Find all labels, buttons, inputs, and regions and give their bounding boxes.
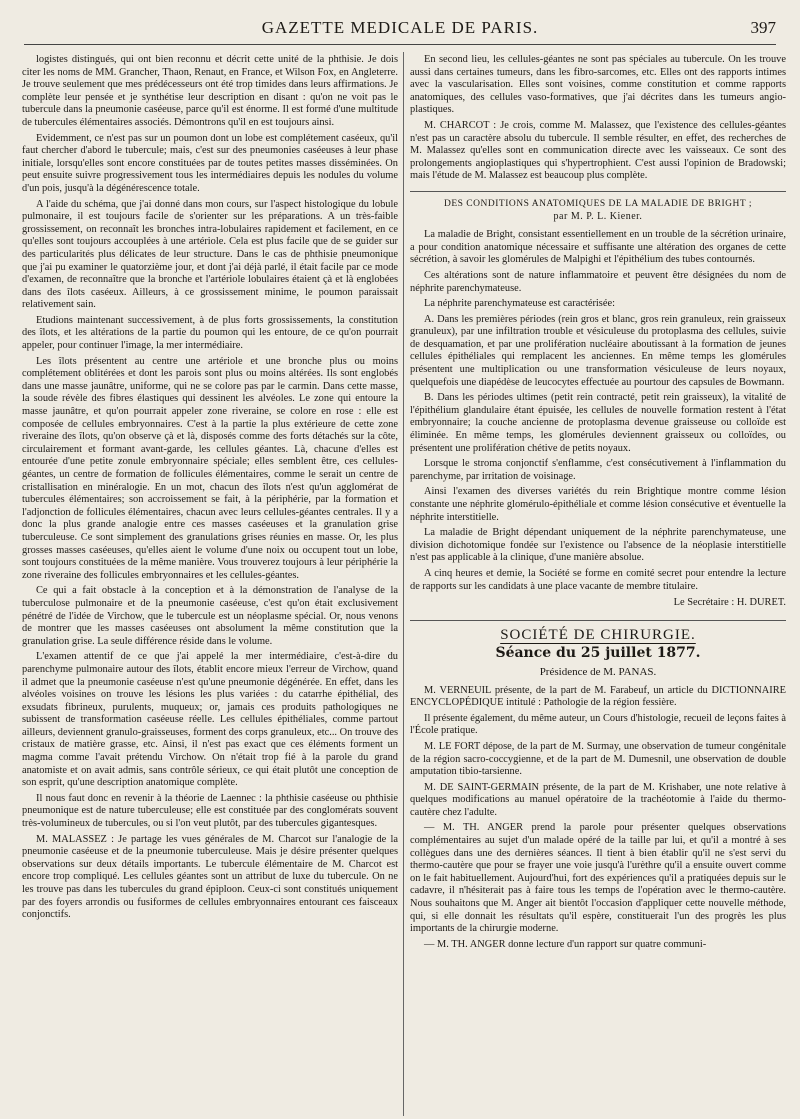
- paragraph: La néphrite parenchymateuse est caractérisée:: [424, 298, 615, 310]
- paragraph: — M. TH. ANGER prend la parole pour présenter quelques observations complémentaires au sujet d'un malade opéré de la taille par lui, et qu'il a montré à ses collègues dans une des dernières séances. Il tient à bien établir qu'il ne s'est servi du thermo-cautère que pour se frayer une voie jusqu'à l'urèthre qu'il a ensuite ouvert comme on le fait habituellement. Aujourd'hui, fort des expériences qu'il a pratiquées depuis sur le cadavre, il n'hésiterait pas à faire tous les temps de l'opération avec le thermo-cautère. Nous souhaitons que M. Anger ait bientôt l'occasion d'appliquer cette nouvelle méthode, qui, si elle donnait les résultats qu'il espère, constituerait l'un des progrès les plus importants de la chirurgie moderne.: [410, 822, 786, 935]
- paragraph: M. DE SAINT-GERMAIN présente, de la part de M. Krishaber, une note relative à quelques modifications au manuel opératoire de la trachéotomie à l'aide du thermo-cautère chez l'adulte.: [410, 781, 786, 818]
- left-column: [22, 54, 398, 1116]
- paragraph: B. Dans les périodes ultimes (petit rein contracté, petit rein graisseux), la vitalité de l'épithélium glandulaire étant épuisée, les cellules de nouvelle formation restent à l'état embryonnaire; la couche ancienne de protoplasma devenue graisseuse ou colloïde est éliminée. En même temps, les glomérules deviennent graisseux ou colloïdes, ou présentent une prolifération chétive de petits noyaux.: [410, 392, 786, 454]
- paragraph: M. LE FORT dépose, de la part de M. Surmay, une observation de tumeur congénitale de la région sacro-coccygienne, et de la part de M. Dumesnil, une observation de double amputation tibio-tarsienne.: [410, 740, 786, 778]
- article-heading: [410, 191, 786, 223]
- paragraph: M. VERNEUIL présente, de la part de M. Farabeuf, un article du DICTIONNAIRE ENCYCLOPÉDIQUE intitulé : Pathologie de la région fessière.: [410, 684, 786, 709]
- paragraph: Ces altérations sont de nature inflammatoire et peuvent être désignées du nom de néphrite parenchymateuse.: [410, 269, 786, 294]
- paragraph: L'examen attentif de ce que j'ai appelé la mer intermédiaire, c'est-à-dire du parenchyme pulmonaire autour des îlots, établit encore mieux l'erreur de Virchow, quand il admet que la pneumonie caséeuse n'est qu'une pneumonie dégénérée. En effet, dans les alvéoles voisines on trouve les lésions les plus variées : du catarrhe épithélial, des exsudats fibrineux, purulents, muqueux; or, jamais ces produits pathologiques ne subissent de transformation caséeuse réelle. Les cellules épithéliales, comme partout ailleurs, deviennent granulo-graisseuses, forment des corps granuleux, etc... On trouve des cristaux de matière grasse, etc. Ainsi, il n'est pas exact que ces éléments forment un magma comme l'avait prétendu Virchow. On n'était trop fié à la parole du grand anatomiste et on avait admis, sans contrôle sérieux, ce qui était plutôt une conception de son esprit, qu'une description anatomique complète.: [22, 651, 398, 789]
- section-rule: [410, 620, 786, 621]
- paragraph: — M. TH. ANGER donne lecture d'un rapport sur quatre communi-: [424, 938, 707, 950]
- session-president: Présidence de M. PANAS.: [539, 665, 657, 678]
- paragraph: La maladie de Bright, consistant essentiellement en un trouble de la sécrétion urinaire, a pour condition anatomique nécessaire et suffisante une altération des organes de cette sécrétion, à savoir les glomérules de Malpighi et l'épithélium des tubes contournés.: [410, 229, 786, 266]
- paragraph: Il nous faut donc en revenir à la théorie de Laennec : la phthisie caséeuse ou phthisie pneumonique est de nature tuberculeuse; elle est constituée par des conglomérats souvent très-volumineux de tubercules, ou si l'on veut plutôt, par des tubercules gigantesques.: [22, 792, 398, 830]
- paragraph: Les îlots présentent au centre une artériole et une bronche plus ou moins complétement oblitérées et dont les parois sont plus ou moins altérées. Ils sont englobés dans une masse jaunâtre, uniforme, qui ne se colore pas par le carmin. Dans cette masse, la soude révèle des fibres élastiques qui dessinent les alvéoles. Le zone qui entoure la masse jaunâtre, et qu'on pourrait appeler zone riveraine, se colore en rose : elle est composée de cellules embryonnaires. C'est à la partie la plus extérieure de cette zone riveraine des îlots, qu'on observe çà et là, disposés comme des forts détachés sur la côte, circulairement et formant avant-garde, les cellules géantes. Là, chacune d'elles est entourée d'une petite zonule embryonnaire spéciale; elles semblent être, ces cellules-géantes, un centre de formation de follicules élémentaires, comme le serait un centre de cristallisation en minéralogie. En un mot, chacun des îlots n'est qu'un agglomérat de tubercules élémentaires; son accroissement se fait, à la périphérie, par la formation et l'adjonction de follicules élémentaires, chacun avec leurs cellules-géantes centrales. Il y a donc la plus grande analogie entre ces masses caséeuses et la granulation grise tuberculeuse. Ce sont simplement des granulations grises réunies en masse. Or, les plus grosses masses caséeuses, qu'elles aient le volume d'une noix ou occupent tout un lobe, sont toujours constituées de la même manière. Vous trouverez toujours à leur périphérie la zone riveraine des follicules embryonnaires et les cellules-géantes.: [22, 355, 398, 581]
- society-heading: SOCIÉTÉ DE CHIRURGIE.: [500, 626, 696, 643]
- paragraph: M. CHARCOT : Je crois, comme M. Malassez, que l'existence des cellules-géantes n'est pas un caractère absolu du tubercule. Il semble résulter, en effet, des recherches de M. Malassez qu'elles sont en communication directe avec les vaisseaux. Ce sont des prolongements angioplastiques qui s'hypertrophient. C'est aussi l'opinion de Bradowski; mais l'étude de M. Malassez est beaucoup plus complète.: [410, 119, 786, 182]
- article-author: par M. P. L. Kiener.: [553, 210, 643, 222]
- paragraph: A. Dans les premières périodes (rein gros et blanc, gros rein granuleux, rein graisseux granuleux), par une infiltration trouble et vésiculeuse du protoplasma des cellules, suivie de desquamation, et par une prolifération nucléaire aboutissant à la formation de jeunes cellules épithéliales qui remplacent les anciennes. En même temps les glomérules présentent une multiplication ou une transformation vésiculeuse de leurs noyaux, quelquefois une diapédèse de leucocytes effectuée au pourtour des capsules de Bowmann.: [410, 313, 786, 388]
- paragraph: A cinq heures et demie, la Société se forme en comité secret pour entendre la lecture de rapports sur les candidats à une place vacante de membre titulaire.: [410, 567, 786, 592]
- paragraph: La maladie de Bright dépendant uniquement de la néphrite parenchymateuse, une division dichotomique fondée sur l'existence ou l'absence de la néoplasie interstitielle n'est pas applicable à la clinique, d'une manière absolue.: [410, 527, 786, 564]
- page-number: 397: [750, 18, 776, 37]
- column-divider: [403, 52, 404, 1116]
- session-date: Séance du 25 juillet 1877.: [495, 645, 701, 662]
- paragraph: Il présente également, du même auteur, un Cours d'histologie, recueil de leçons faites à l'École pratique.: [410, 712, 786, 737]
- paragraph: M. MALASSEZ : Je partage les vues générales de M. Charcot sur l'analogie de la pneumonie caséeuse et de la pneumonie tuberculeuse. Mais je désire présenter quelques observations sur deux détails importants. Le tubercule élémentaire de M. Charcot est encore trop compliqué. Les cellules géantes sont un attribut de luxe du tubercule. On ne les trouve pas dans les tubercules du grand épiploon. Ceux-ci sont constitués uniquement par des foyers arrondis ou fusiformes de cellules embryonnaires entourant ces faisceaux conjonctifs.: [22, 833, 398, 921]
- paragraph: Etudions maintenant successivement, à de plus forts grossissements, la constitution des îlots, et les altérations de la partie du poumon qui les entoure, de ce qu'on pourrait appeler, pour continuer l'image, la mer intermédiaire.: [22, 314, 398, 352]
- paragraph: Lorsque le stroma conjonctif s'enflamme, c'est consécutivement à l'inflammation du parenchyme, par irritation de voisinage.: [410, 458, 786, 482]
- page-header: [24, 18, 776, 45]
- secretary-signature: Le Secrétaire : H. DURET.: [673, 597, 786, 609]
- article-title: DES CONDITIONS ANATOMIQUES DE LA MALADIE DE BRIGHT ;: [443, 198, 752, 209]
- right-column: [410, 54, 786, 1116]
- paragraph: logistes distingués, qui ont bien reconnu et décrit cette unité de la phthisie. Je dois citer les noms de MM. Grancher, Thaon, Renaut, en France, et Wilson Fox, en Angleterre. Je trouve seulement que mes prédécesseurs ont été trop timides dans leurs affirmations. Je complète leur pensée et je synthétise leur description en disant : qu'on ne voit pas le tubercule dans la pneumonie caséeuse, parce qu'il est énorme. Il est formé d'une multitude de tubercules élémentaires associés. Démontrons qu'il en est toujours ainsi.: [22, 54, 398, 128]
- paragraph: En second lieu, les cellules-géantes ne sont pas spéciales au tubercule. On les trouve aussi dans certaines tumeurs, dans les fibro-sarcomes, etc. Elles ont des rapports intimes avec la vascularisation. Elles sont voisines, comme constitution et comme rapports anatomiques, des cellules vaso-formatives, que j'ai décrites dans les tumeurs angio-plastiques.: [410, 54, 786, 116]
- running-head: GAZETTE MEDICALE DE PARIS.: [261, 18, 539, 37]
- paragraph: Evidemment, ce n'est pas sur un poumon dont un lobe est complétement caséeux, qu'il faut chercher d'abord le tubercule; mais, c'est sur des pneumonies caséeuses à leur phase initiale, lorsqu'elles sont encore constituées par de toutes petites masses disséminées. On peut ensuite suivre progressivement tous les intermédiaires depuis les nodules du volume d'un pois, jusqu'à la dégénérescence totale.: [22, 132, 398, 194]
- paragraph: Ce qui a fait obstacle à la conception et à la démonstration de l'analyse de la tuberculose pulmonaire et de la pneumonie caséeuse, c'est qu'on était exclusivement pénétré de l'idée de Virchow, que le tubercule est un néoplasme spécial. Or, nous venons de montrer que les masses caséeuses ont absolument la même constitution que la granulation grise. La seule différence réside dans le volume.: [22, 585, 398, 647]
- paragraph: A l'aide du schéma, que j'ai donné dans mon cours, sur l'aspect histologique du lobule pulmonaire, il est toujours facile de s'orienter sur les préparations. A un très-faible grossissement, on reconnaît les bronches intra-lobulaires rapidement et facilement, en ce qu'elles sont toujours accouplées à une artériole. Cela est plus facile que de se guider sur des particularités plus délicates de leur structure. Dans le cas de phthisie pneumonique que j'ai pu examiner le quatorzième jour, et dont j'ai déjà parlé, il était facile par ce mode d'examen, de reconnaître que la bronche et l'artériole lobulaires étaient çà et là englobées dans des îlots caséeux. Ailleurs, à ce grossissement minime, le poumon paraissait relativement sain.: [22, 198, 398, 311]
- paragraph: Ainsi l'examen des diverses variétés du rein Brightique montre comme lésion constante une néphrite glomérulo-épithéliale et comme lésion consécutive et éventuelle la néphrite interstitielle.: [410, 486, 786, 523]
